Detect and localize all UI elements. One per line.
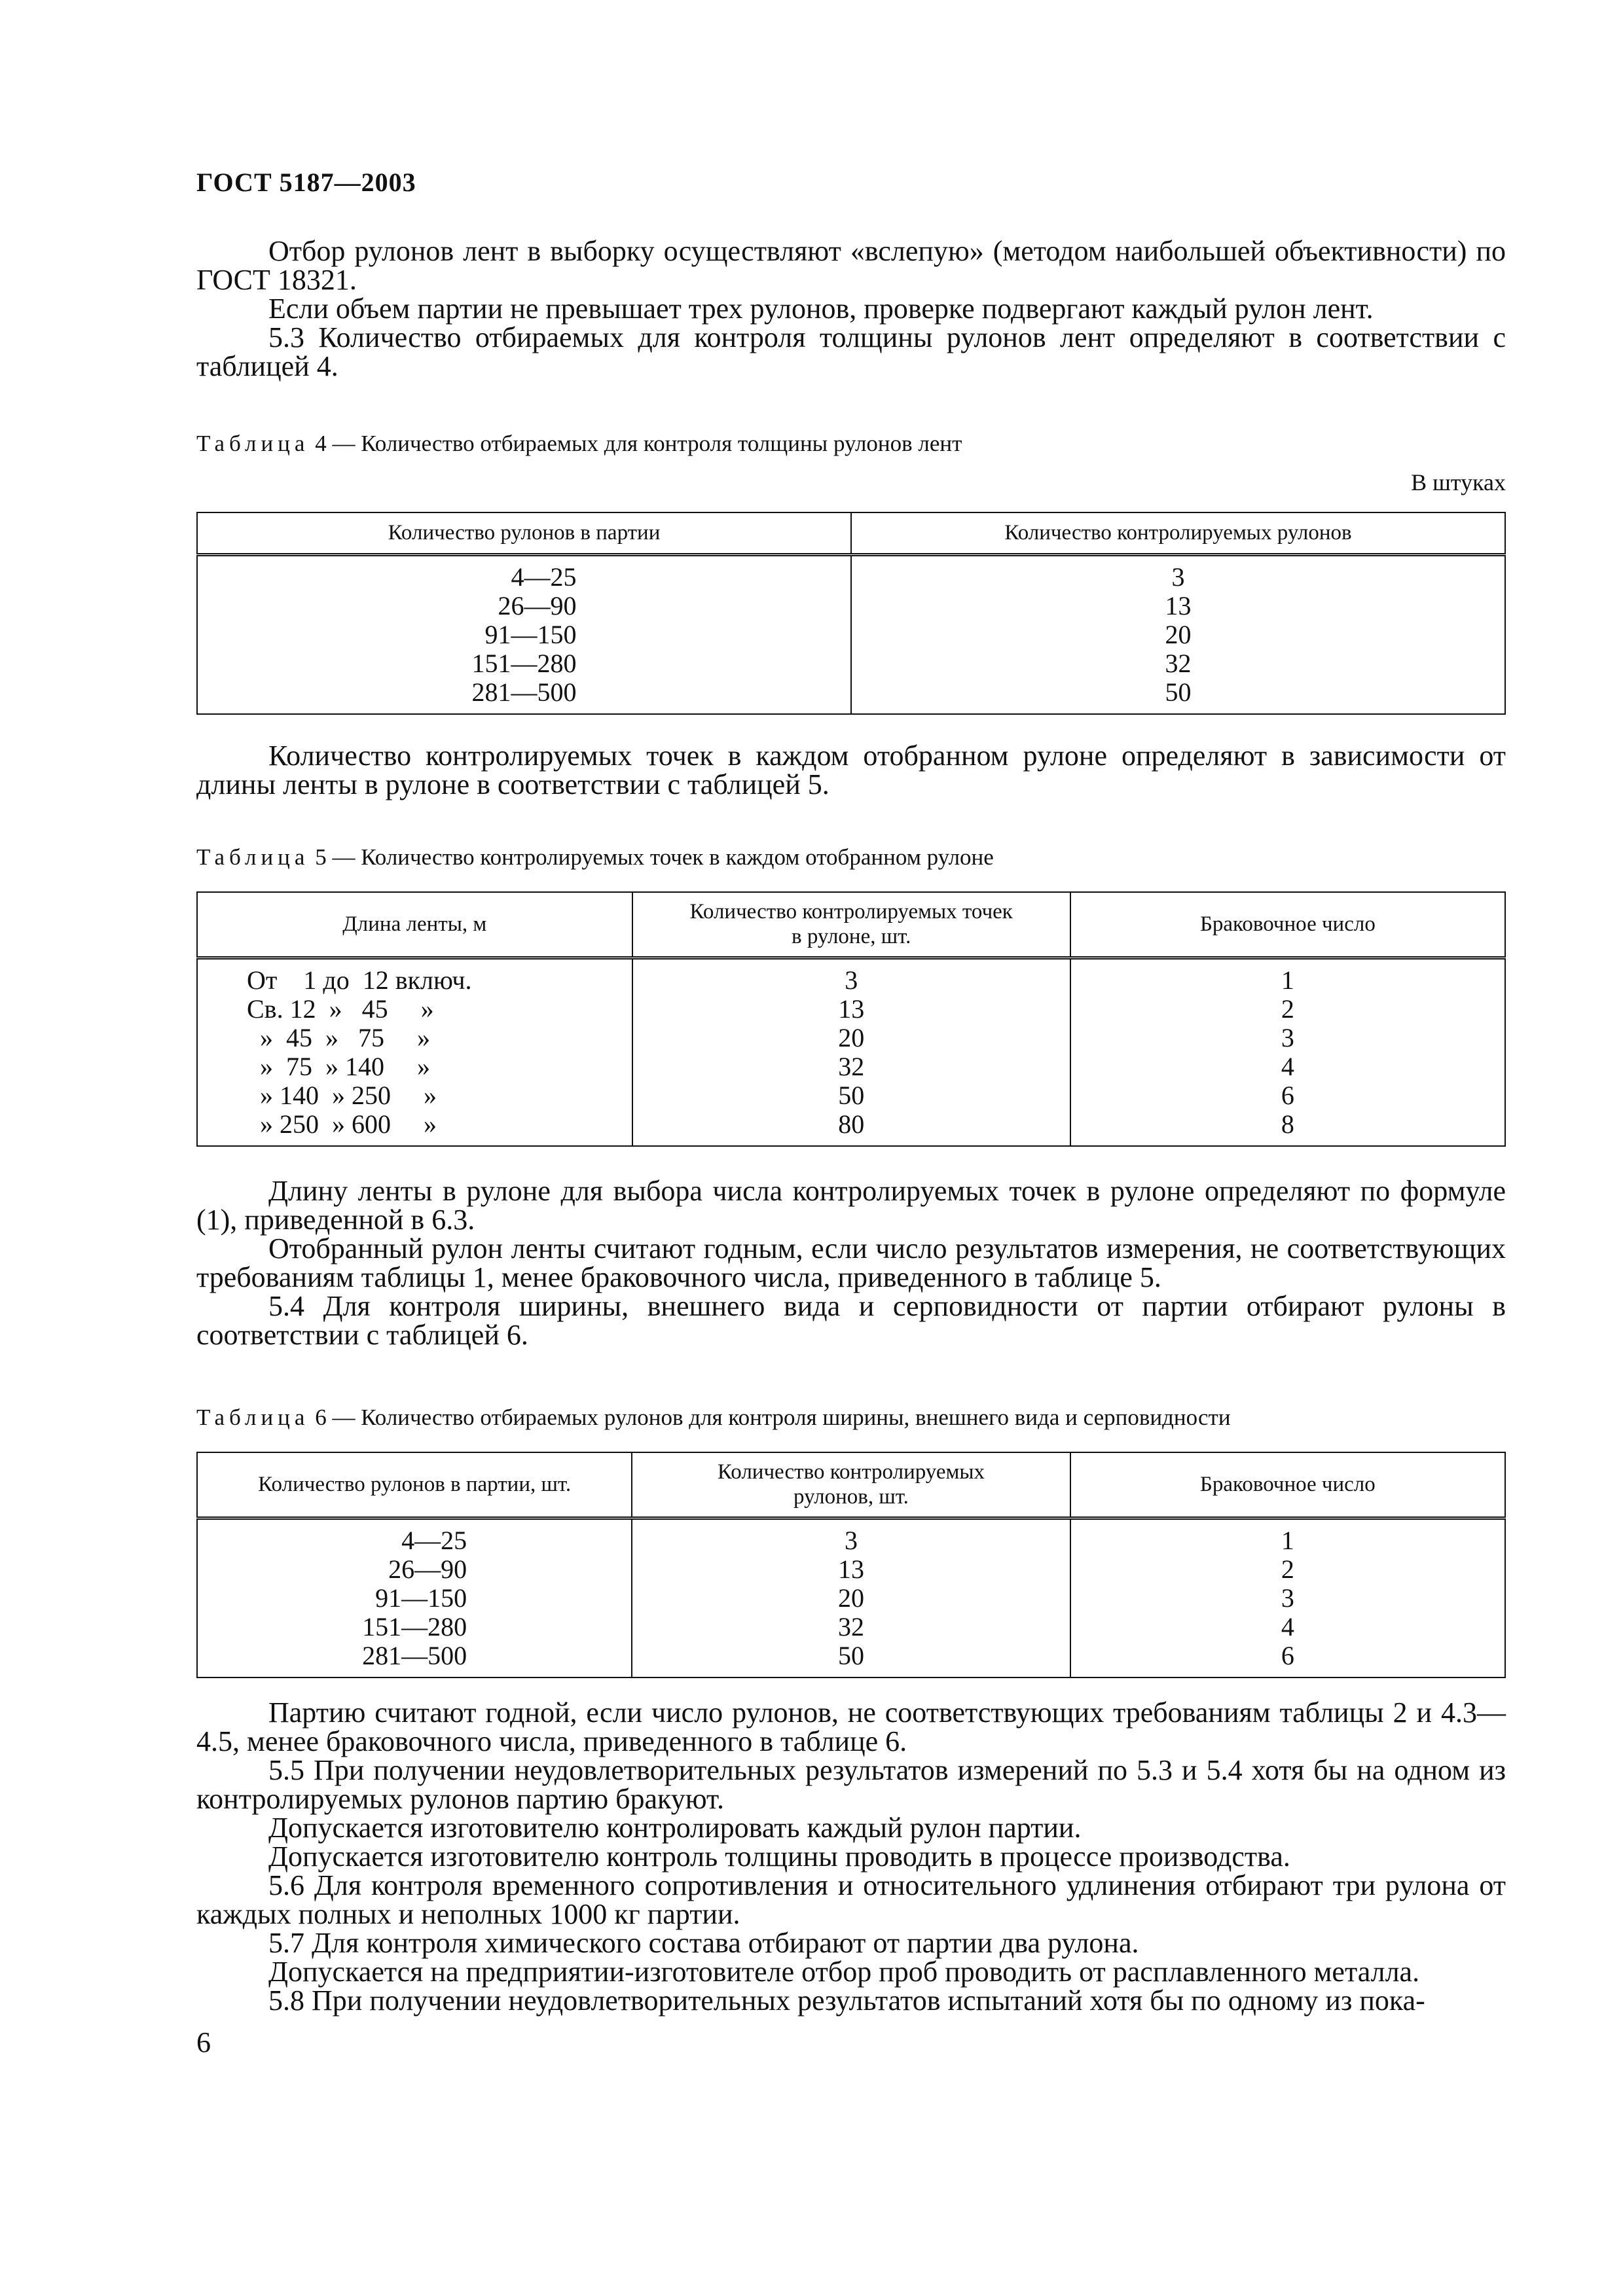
table6-header-quantity: Количество рулонов в партии, шт. <box>197 1452 632 1518</box>
table6-col-quantity <box>197 1518 632 1677</box>
paragraph: Партию считают годной, если число рулонов, не соответствующих требованиям таблицы 2 и 4.3—4.5, менее браковочного числа, приведенного в таблице 6. <box>196 1696 1506 1757</box>
paragraph: 5.4 Для контроля ширины, внешнего вида и серповидности от партии отбирают рулоны в соответствии с таблицей 6. <box>196 1290 1506 1351</box>
table4-header-quantity: Количество рулонов в партии <box>197 512 851 554</box>
table6-col-reject: 1 2 3 4 6 <box>1070 1518 1505 1677</box>
table5-header-length: Длина ленты, м <box>197 892 632 958</box>
table6-col-controlled: 3 13 20 32 50 <box>632 1518 1070 1677</box>
table5 <box>196 891 1506 1147</box>
table6-header-reject: Браковочное число <box>1070 1452 1505 1518</box>
paragraph: Допускается изготовителю контролировать каждый рулон партии. <box>268 1812 1082 1844</box>
paragraph: Количество контролируемых точек в каждом отобранном рулоне определяют в зависимости от длины ленты в рулоне в соответствии с таблицей 5. <box>196 740 1506 800</box>
page-number: 6 <box>196 2026 211 2058</box>
paragraph: 5.5 При получении неудовлетворительных результатов измерений по 5.3 и 5.4 хотя бы на одном из контролируемых рулонов партию бракуют. <box>196 1754 1506 1815</box>
document-header: ГОСТ 5187—2003 <box>196 168 416 197</box>
paragraph: Допускается на предприятии-изготовителе отбор проб проводить от расплавленного металла. <box>268 1956 1420 1988</box>
paragraph: Допускается изготовителю контроль толщины проводить в процессе производства. <box>268 1840 1290 1873</box>
table5-header-points: Количество контролируемых точек в рулоне, шт. <box>632 892 1070 958</box>
paragraph: Длину ленты в рулоне для выбора числа контролируемых точек в рулоне определяют по формуле (1), приведенной в 6.3. <box>196 1175 1506 1236</box>
table5-caption-text: 5 — Количество контролируемых точек в каждом отобранном рулоне <box>315 844 994 870</box>
table4-caption <box>196 431 962 457</box>
table4-col-quantity-values: 4—25 26—90 91—150 151—280 281—500 <box>471 562 577 707</box>
paragraph: 5.3 Количество отбираемых для контроля толщины рулонов лент определяют в соответствии с таблицей 4. <box>196 321 1506 382</box>
paragraph: 5.8 При получении неудовлетворительных результатов испытаний хотя бы по одному из пока- <box>268 1984 1425 2017</box>
text-block-2 <box>196 742 1506 799</box>
paragraph: Отобранный рулон ленты считают годным, если число результатов измерения, не соответствующих требованиям таблицы 1, менее браковочного числа, приведенного в таблице 5. <box>196 1232 1506 1293</box>
table6-caption-text: 6 — Количество отбираемых рулонов для контроля ширины, внешнего вида и серповидности <box>315 1405 1231 1430</box>
table5-col-length <box>197 958 632 1146</box>
paragraph: Если объем партии не превышает трех рулонов, проверке подвергают каждый рулон лент. <box>268 293 1374 325</box>
paragraph: 5.6 Для контроля временного сопротивления и относительного удлинения отбирают три рулона от каждых полных и неполных 1000 кг партии. <box>196 1869 1506 1930</box>
table5-col-length-values: От 1 до 12 включ. Св. 12 » 45 » » 45 » 75 » » 75 » 140 » » 140 » 250 » » 250 » 600 » <box>247 965 472 1139</box>
table5-caption-label: Таблица <box>196 844 310 870</box>
table4-units: В штуках <box>1411 469 1506 495</box>
table4-header-controlled: Количество контролируемых рулонов <box>851 512 1505 554</box>
table4-col-quantity <box>197 554 851 714</box>
table6-caption <box>196 1405 1231 1431</box>
paragraph: 5.7 Для контроля химического состава отбирают от партии два рулона. <box>268 1927 1139 1959</box>
table4-caption-text: 4 — Количество отбираемых для контроля толщины рулонов лент <box>315 431 962 456</box>
table4 <box>196 512 1506 715</box>
table5-caption <box>196 844 994 870</box>
table6-header-controlled: Количество контролируемых рулонов, шт. <box>632 1452 1070 1518</box>
text-block-3 <box>196 1177 1506 1350</box>
table4-caption-label: Таблица <box>196 431 310 456</box>
table6-col-quantity-values: 4—25 26—90 91—150 151—280 281—500 <box>362 1525 467 1670</box>
table5-col-points: 3 13 20 32 50 80 <box>632 958 1070 1146</box>
text-block-4 <box>196 1698 1506 2015</box>
table5-col-reject: 1 2 3 4 6 8 <box>1070 958 1505 1146</box>
paragraph: Отбор рулонов лент в выборку осуществляют «вслепую» (методом наибольшей объективности) по ГОСТ 18321. <box>196 235 1506 296</box>
table6 <box>196 1452 1506 1678</box>
table4-col-controlled: 3 13 20 32 50 <box>851 554 1505 714</box>
text-block-1 <box>196 237 1506 381</box>
table5-header-reject: Браковочное число <box>1070 892 1505 958</box>
table6-caption-label: Таблица <box>196 1405 310 1430</box>
